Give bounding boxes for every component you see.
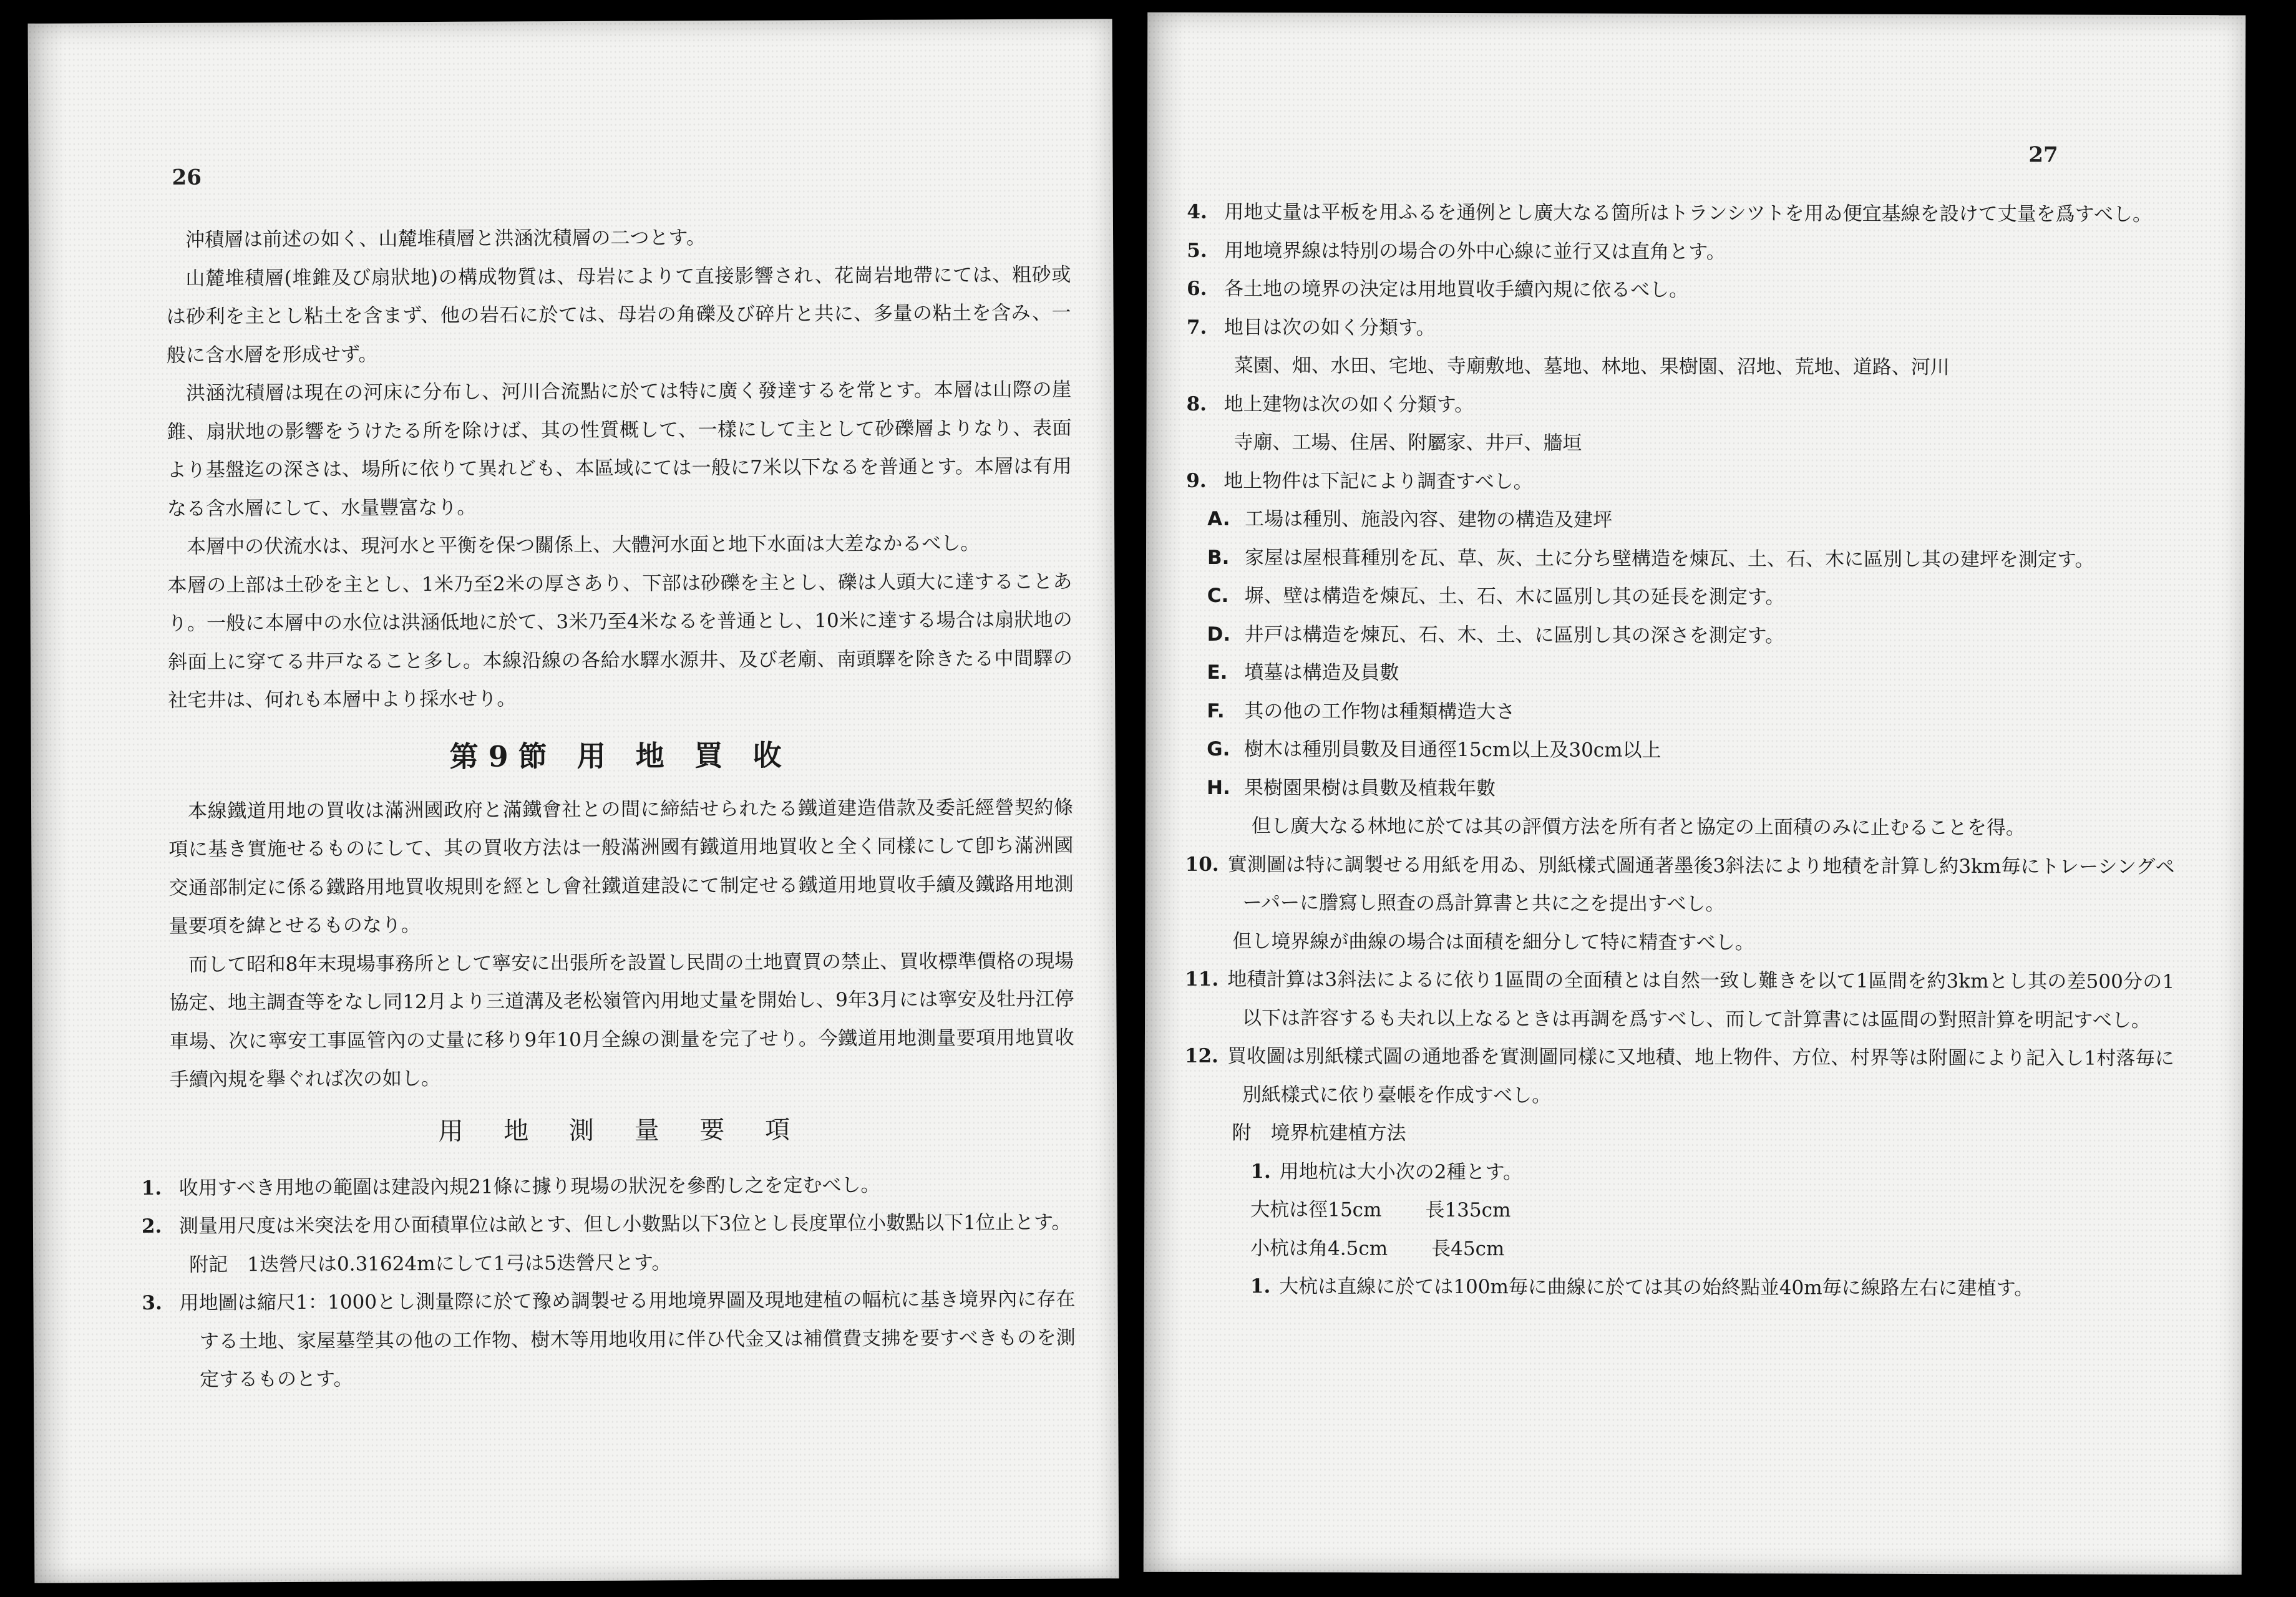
item-text: 用地杭は大小次の2種とす。 <box>1279 1160 1523 1183</box>
page-shadow <box>28 24 72 1583</box>
item-text: 工場は種別、施設內容、建物の構造及建坪 <box>1245 508 1613 532</box>
item-text: 測量用尺度は米突法を用ひ面積單位は畝とす、但し小數點以下3位とし長度單位小數點以下1位止とす。 <box>178 1211 1071 1238</box>
right-page-content <box>1184 193 2177 1309</box>
appendix-title: 附 境界杭建植方法 <box>1232 1122 1406 1145</box>
proviso: 但し境界線が曲線の場合は面積を細分して特に精査すべし。 <box>1232 930 1754 954</box>
stake-spec-small <box>1213 1229 2174 1270</box>
list-item <box>1185 961 2175 1040</box>
paragraph: 沖積層は前述の如く、山麓堆積層と洪涵沈積層の二つとす。 <box>185 226 706 251</box>
stake-length: 長135cm <box>1425 1198 1511 1222</box>
paragraph: 本線鐵道用地の買收は滿洲國政府と滿鐵會社との間に締結せられたる鐵道建造借款及委託經營契約條項に基き實施せるものにして、其の買收方法は一般滿洲國有鐵道用地買收と全く同樣にして卽ち滿洲國交通部制定に係る鐵路用地買收規則を經とし會社鐵道建設にて制定せる鐵道用地買收手續及鐵路用地測量要項を緯とせるものなり。 <box>168 796 1074 938</box>
lettered-item <box>1207 692 2175 733</box>
item-text: 收用すべき用地の範圍は建設內規21條に據り現場の狀況を參酌し之を定むべし。 <box>178 1173 880 1200</box>
note: 附記 1迭營尺は0.31624mにして1弓は5迭營尺とす。 <box>189 1251 671 1276</box>
list-item <box>1186 385 2176 426</box>
lettered-item <box>1207 577 2176 618</box>
item-text: 墳墓は構造及員數 <box>1244 661 1399 684</box>
item-text: 井戸は構造を煉瓦、石、木、土、に區別し其の深さを測定す。 <box>1244 623 1785 647</box>
item-text: 實測圖は特に調製せる用紙を用ゐ、別紙樣式圖通著墨後3斜法により地積を計算し約3km毎にトレーシングペーパーに謄寫し照査の爲計算書と共に之を提出すべし。 <box>1227 853 2175 916</box>
paragraph: 本層の上部は土砂を主とし、1米乃至2米の厚さあり、下部は砂礫を主とし、礫は人頭大に達することあり。一般に本層中の水位は洪涵低地に於て、3米乃至4米なるを普通とし、10米に達する場合は扇狀地の斜面上に穿てる井戸なること多し。本線沿線の各給水驛水源井、及び老廟、南頭驛を除きたる中間驛の社宅井は、何れも本層中より採水せり。 <box>167 570 1073 712</box>
paragraph: 而して昭和8年末現場事務所として寧安に出張所を設置し民間の土地賣買の禁止、買收標準價格の現場協定、地主調査等をなし同12月より三道溝及老松嶺管內用地丈量を開始し、9年3月には寧安及牡丹江停車場、次に寧安工事區管內の丈量に移り9年10月全線の測量を完了せり。今鐵道用地測量要項用地買收手續內規を擧ぐれば次の如し。 <box>169 949 1074 1091</box>
item-number: 1. <box>1250 1275 1271 1298</box>
stake-diameter: 小杭は角4.5cm <box>1250 1236 1388 1260</box>
stake-diameter: 大杭は徑15cm <box>1250 1198 1382 1221</box>
item-number: 1. <box>1250 1160 1271 1183</box>
requirements-title: 用 地 測 量 要 項 <box>438 1115 807 1146</box>
stake-length: 長45cm <box>1431 1237 1505 1260</box>
paragraph: 山麓堆積層(堆錐及び扇狀地)の構成物質は、母岩によりて直接影響され、花崗岩地帶にては、粗砂或は砂利を主とし粘土を含まず、他の岩石に於ては、母岩の角礫及び碎片と共に、多量の粘土を含み、一般に含水層を形成せず。 <box>166 263 1071 367</box>
item-text: 用地圖は縮尺1：1000とし測量際に於て豫め調製せる用地境界圖及現地建植の幅杭に基き境界內に存在する土地、家屋墓塋其の他の工作物、樹木等用地收用に伴ひ代金又は補償費支拂を要すべきものを測定するものとす。 <box>179 1288 1076 1391</box>
item-text: 地上建物は次の如く分類す。 <box>1223 392 1474 416</box>
land-type-list: 菜園、畑、水田、宅地、寺廟敷地、墓地、林地、果樹園、沼地、荒地、道路、河川 <box>1233 354 1950 379</box>
item-text: 地上物件は下記により調査すべし。 <box>1223 469 1533 493</box>
list-item <box>1187 193 2176 235</box>
item-text: 地目は次の如く分類す。 <box>1223 316 1436 339</box>
list-item <box>1186 308 2176 349</box>
list-item <box>1213 1268 2174 1309</box>
lettered-item <box>1207 654 2175 695</box>
page-number: 26 <box>172 165 202 190</box>
lettered-item <box>1207 500 2176 541</box>
right-page <box>1144 12 2246 1575</box>
item-number: 10. <box>1185 853 1219 876</box>
item-text: 果樹園果樹は員數及植栽年數 <box>1243 776 1496 800</box>
item-number: 12. <box>1184 1044 1219 1068</box>
item-text: 其の他の工作物は種類構造大さ <box>1244 699 1515 723</box>
list-item <box>1187 270 2176 311</box>
item-text: 家屋は屋根葺種別を瓦、草、灰、土に分ち壁構造を煉瓦、土、石、木に區別し其の建坪を測定す。 <box>1244 546 2094 571</box>
item-text: 用地境界線は特別の場合の外中心線に並行又は直角とす。 <box>1224 239 1726 263</box>
item-number: 11. <box>1185 968 1219 991</box>
item-text: 大杭は直線に於ては100m毎に曲線に於ては其の始終點並40m毎に線路左右に建植す。 <box>1279 1275 2034 1300</box>
lettered-item <box>1207 731 2175 772</box>
paragraph: 洪涵沈積層は現在の河床に分布し、河川合流點に於ては特に廣く發達するを常とす。本層は山際の崖錐、扇狀地の影響をうけたる所を除けば、其の性質概して、一樣にして主として砂礫層よりなり、表面より基盤迄の深さは、場所に依りて異れども、本區域にては一般に7米以下なるを普通とす。本層は有用なる含水層にして、水量豐富なり。 <box>167 378 1072 520</box>
list-item <box>142 1280 1076 1399</box>
lettered-item <box>1207 615 2176 656</box>
list-item <box>1184 1037 2174 1117</box>
left-page <box>28 19 1119 1583</box>
list-item <box>141 1165 1075 1208</box>
item-text: 買收圖は別紙樣式圖の通地番を實測圖同樣に又地積、地上物件、方位、村界等は附圖により記入し1村落毎に別紙樣式に依り臺帳を作成すべし。 <box>1227 1045 2174 1107</box>
building-type-list: 寺廟、工場、住居、附屬家、井戸、牆垣 <box>1233 431 1582 455</box>
item-text: 各土地の境界の決定は用地買收手續內規に依るべし。 <box>1224 278 1689 301</box>
list-item <box>1213 1152 2174 1193</box>
page-shadow <box>1144 12 1185 1572</box>
page-number: 27 <box>2028 142 2058 168</box>
list-item <box>1185 845 2175 925</box>
left-page-content <box>141 218 1076 1400</box>
list-item <box>1186 462 2176 503</box>
proviso: 但し廣大なる林地に於ては其の評價方法を所有者と協定の上面積のみに止むることを得。 <box>1251 815 2025 840</box>
section-title: 第9節 用 地 買 收 <box>449 737 792 774</box>
list-item <box>1187 231 2176 273</box>
item-text: 塀、壁は構造を煉瓦、土、石、木に區別し其の延長を測定す。 <box>1244 585 1785 609</box>
item-text: 樹木は種別員數及目通徑15cm以上及30cm以上 <box>1244 738 1661 762</box>
list-item <box>141 1203 1075 1246</box>
item-text: 用地丈量は平板を用ふるを通例とし廣大なる箇所はトランシツトを用ゐ便宜基線を設けて丈量を爲すべし。 <box>1224 201 2152 226</box>
stake-spec-large <box>1213 1191 2174 1232</box>
paragraph: 本層中の伏流水は、現河水と平衡を保つ關係上、大體河水面と地下水面は大差なかるべし。 <box>187 532 980 558</box>
lettered-item <box>1206 769 2175 810</box>
item-text: 地積計算は3斜法によるに依り1區間の全面積とは自然一致し難きを以て1區間を約3kmとし其の差500分の1以下は許容するも夫れ以上なるときは再調を爲すべし、而して計算書には區間の對照計算を明記すべし。 <box>1227 968 2175 1032</box>
lettered-item <box>1207 538 2176 580</box>
